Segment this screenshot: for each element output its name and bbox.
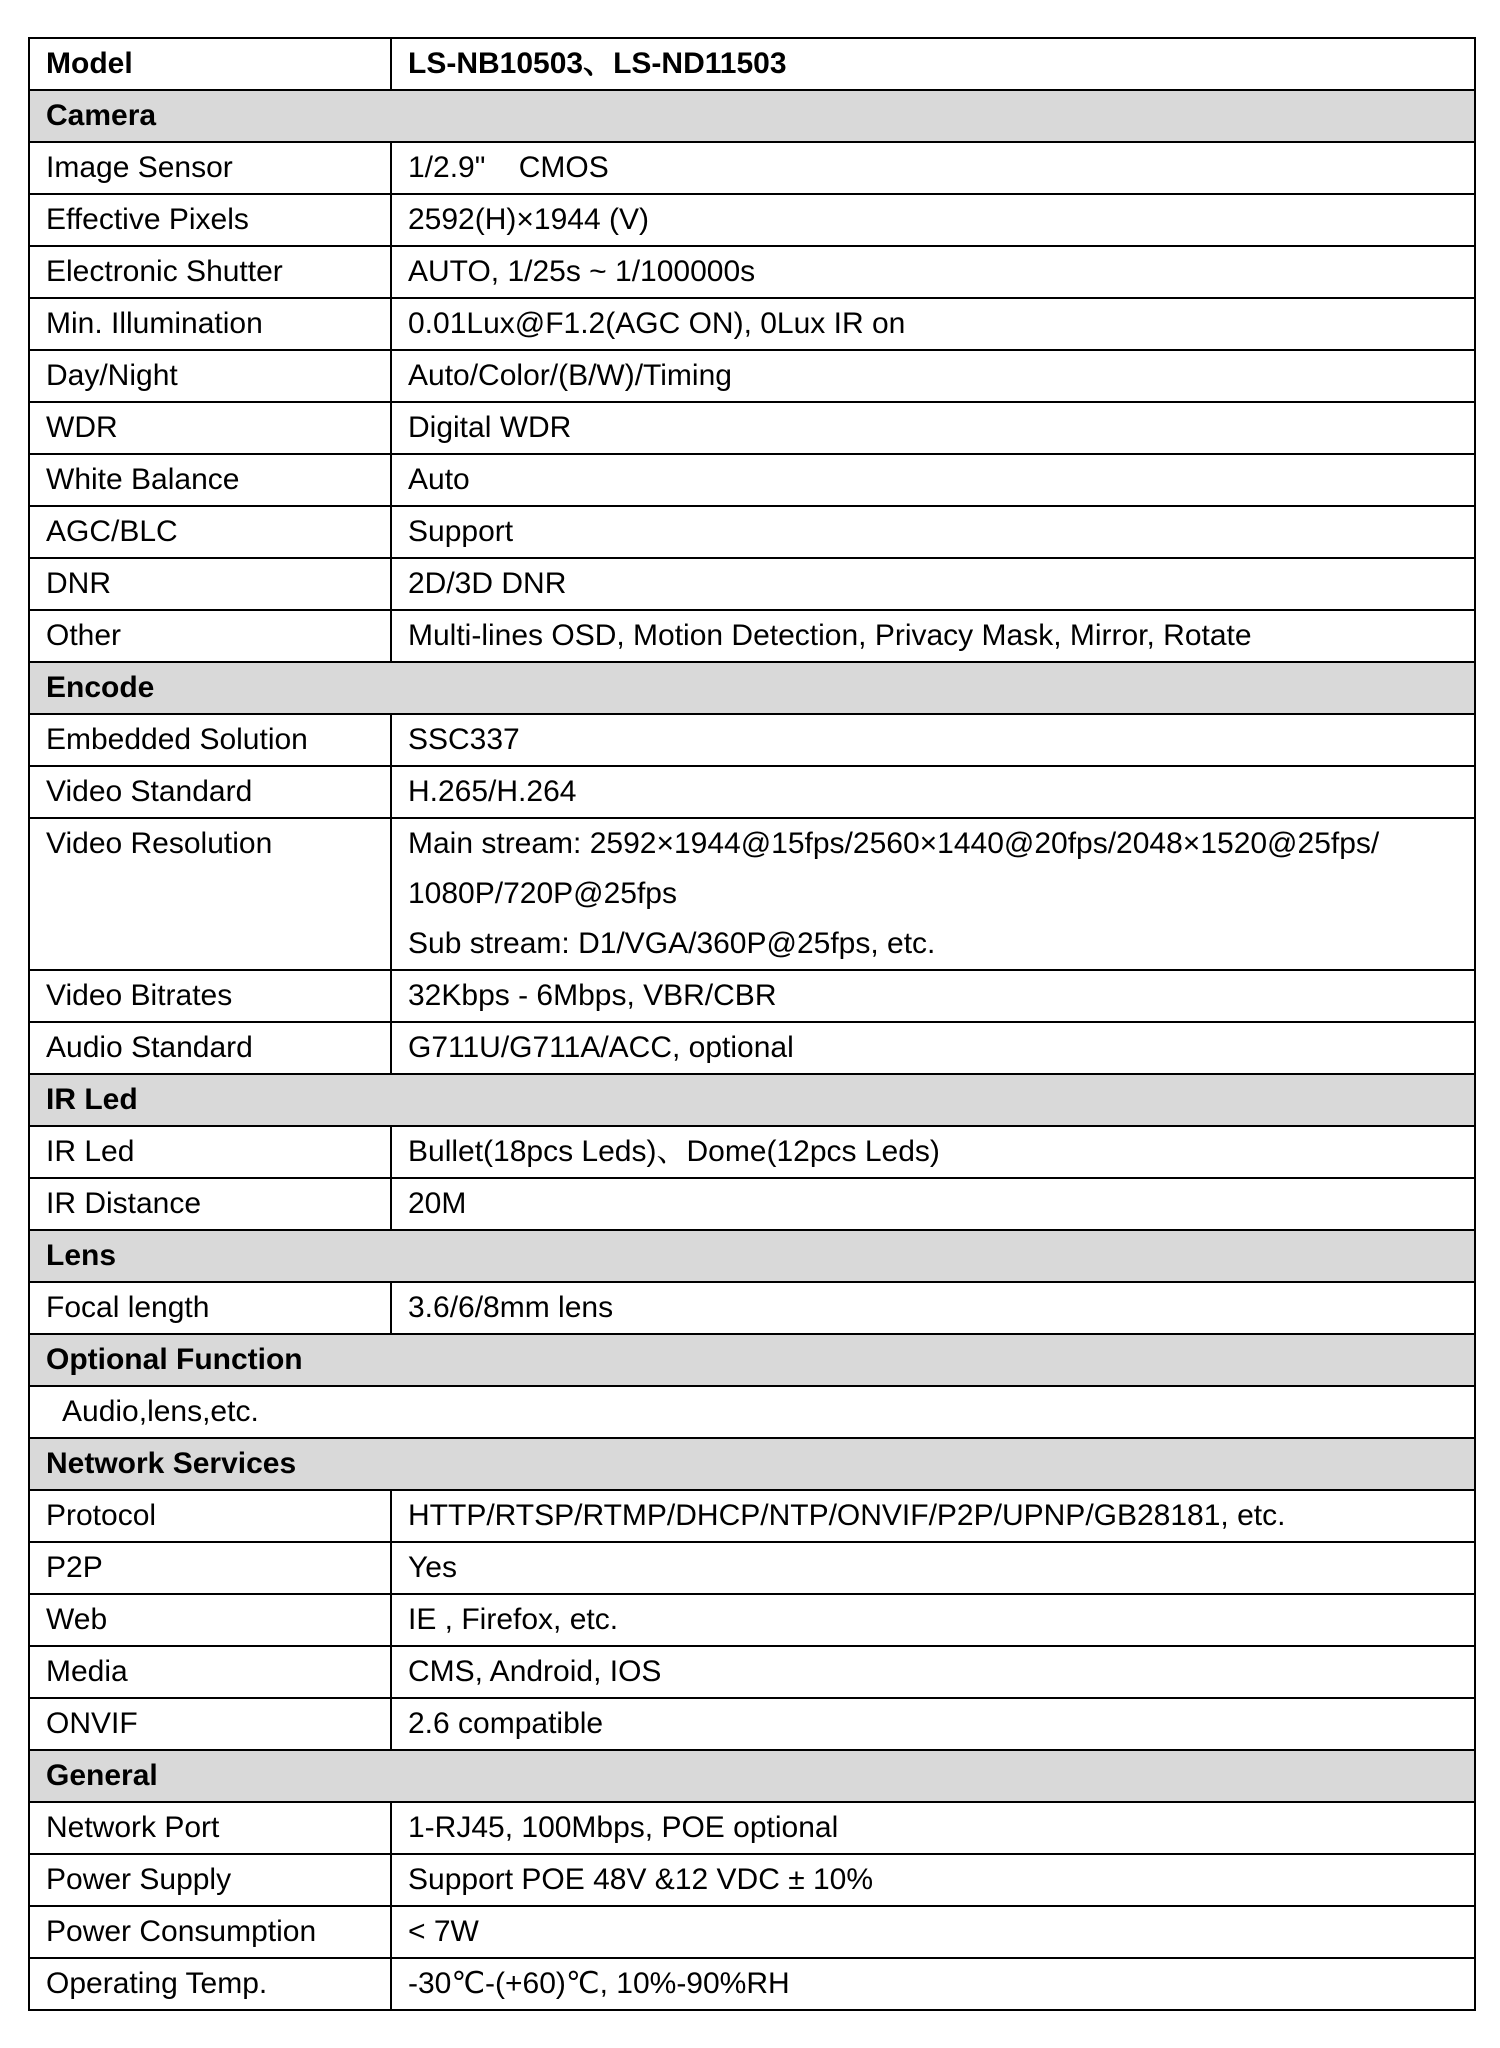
section-title: Encode [29, 662, 1475, 714]
spec-value: 2D/3D DNR [391, 558, 1475, 610]
spec-row [29, 1906, 1475, 1958]
spec-label: Power Supply [29, 1854, 391, 1906]
spec-label: Audio Standard [29, 1022, 391, 1074]
spec-value: Auto [391, 454, 1475, 506]
spec-label: Image Sensor [29, 142, 391, 194]
spec-row [29, 818, 1475, 970]
spec-row [29, 1646, 1475, 1698]
spec-value-line: Main stream: 2592×1944@15fps/2560×1440@20fps/2048×1520@25fps/ [408, 827, 1380, 860]
spec-row [29, 402, 1475, 454]
spec-label: Electronic Shutter [29, 246, 391, 298]
section-general [29, 1750, 1475, 1802]
section-lens [29, 1230, 1475, 1282]
spec-value: 2592(H)×1944 (V) [391, 194, 1475, 246]
model-row [29, 38, 1475, 90]
spec-value: 32Kbps - 6Mbps, VBR/CBR [391, 970, 1475, 1022]
section-network-services [29, 1438, 1475, 1490]
spec-value: CMS, Android, IOS [391, 1646, 1475, 1698]
spec-value: Support POE 48V &12 VDC ± 10% [391, 1854, 1475, 1906]
section-encode [29, 662, 1475, 714]
spec-label: Embedded Solution [29, 714, 391, 766]
spec-value: HTTP/RTSP/RTMP/DHCP/NTP/ONVIF/P2P/UPNP/GB28181, etc. [391, 1490, 1475, 1542]
section-title: Camera [29, 90, 1475, 142]
spec-row [29, 1854, 1475, 1906]
spec-row [29, 454, 1475, 506]
spec-label: IR Distance [29, 1178, 391, 1230]
spec-value: 2.6 compatible [391, 1698, 1475, 1750]
spec-value: 20M [391, 1178, 1475, 1230]
spec-value: 1/2.9" CMOS [391, 142, 1475, 194]
spec-row [29, 1178, 1475, 1230]
spec-label: Other [29, 610, 391, 662]
spec-label: Min. Illumination [29, 298, 391, 350]
spec-label: WDR [29, 402, 391, 454]
section-ir-led [29, 1074, 1475, 1126]
section-title: General [29, 1750, 1475, 1802]
spec-value: SSC337 [391, 714, 1475, 766]
section-camera [29, 90, 1475, 142]
spec-value: < 7W [391, 1906, 1475, 1958]
spec-label: Video Bitrates [29, 970, 391, 1022]
spec-value: 1-RJ45, 100Mbps, POE optional [391, 1802, 1475, 1854]
spec-value: G711U/G711A/ACC, optional [391, 1022, 1475, 1074]
section-title: IR Led [29, 1074, 1475, 1126]
section-title: Lens [29, 1230, 1475, 1282]
spec-label: White Balance [29, 454, 391, 506]
spec-row [29, 1022, 1475, 1074]
spec-label: Focal length [29, 1282, 391, 1334]
spec-value: Bullet(18pcs Leds)、Dome(12pcs Leds) [391, 1126, 1475, 1178]
spec-value: 3.6/6/8mm lens [391, 1282, 1475, 1334]
spec-value: Support [391, 506, 1475, 558]
spec-row [29, 506, 1475, 558]
spec-label: AGC/BLC [29, 506, 391, 558]
spec-value-multiline [391, 818, 1475, 970]
optional-function-row [29, 1386, 1475, 1438]
spec-row [29, 714, 1475, 766]
spec-label: Effective Pixels [29, 194, 391, 246]
spec-label: P2P [29, 1542, 391, 1594]
spec-value: Digital WDR [391, 402, 1475, 454]
spec-value: 0.01Lux@F1.2(AGC ON), 0Lux IR on [391, 298, 1475, 350]
spec-row [29, 558, 1475, 610]
section-title: Network Services [29, 1438, 1475, 1490]
spec-row [29, 1282, 1475, 1334]
spec-value: AUTO, 1/25s ~ 1/100000s [391, 246, 1475, 298]
spec-row [29, 1698, 1475, 1750]
spec-label: ONVIF [29, 1698, 391, 1750]
spec-label: Power Consumption [29, 1906, 391, 1958]
spec-table [28, 37, 1476, 2011]
spec-row [29, 142, 1475, 194]
spec-label: DNR [29, 558, 391, 610]
spec-label: Web [29, 1594, 391, 1646]
spec-value: H.265/H.264 [391, 766, 1475, 818]
spec-row [29, 350, 1475, 402]
spec-label: Video Resolution [29, 818, 391, 970]
spec-value: Auto/Color/(B/W)/Timing [391, 350, 1475, 402]
spec-row [29, 1594, 1475, 1646]
spec-row [29, 610, 1475, 662]
spec-value: -30℃-(+60)℃, 10%-90%RH [391, 1958, 1475, 2010]
spec-row [29, 1542, 1475, 1594]
optional-function-text: Audio,lens,etc. [29, 1386, 1475, 1438]
spec-row [29, 298, 1475, 350]
spec-label: IR Led [29, 1126, 391, 1178]
spec-row [29, 970, 1475, 1022]
spec-row [29, 194, 1475, 246]
spec-row [29, 1126, 1475, 1178]
model-value: LS-NB10503、LS-ND11503 [391, 38, 1475, 90]
spec-row [29, 1490, 1475, 1542]
spec-row [29, 246, 1475, 298]
spec-label: Network Port [29, 1802, 391, 1854]
spec-value: IE , Firefox, etc. [391, 1594, 1475, 1646]
spec-row [29, 1958, 1475, 2010]
spec-label: Operating Temp. [29, 1958, 391, 2010]
section-optional-function [29, 1334, 1475, 1386]
spec-row [29, 1802, 1475, 1854]
model-label: Model [29, 38, 391, 90]
spec-label: Media [29, 1646, 391, 1698]
spec-value-line: Sub stream: D1/VGA/360P@25fps, etc. [408, 927, 936, 960]
spec-row [29, 766, 1475, 818]
spec-label: Video Standard [29, 766, 391, 818]
spec-label: Day/Night [29, 350, 391, 402]
spec-value: Yes [391, 1542, 1475, 1594]
spec-value-line: 1080P/720P@25fps [408, 877, 677, 910]
spec-value: Multi-lines OSD, Motion Detection, Privacy Mask, Mirror, Rotate [391, 610, 1475, 662]
spec-label: Protocol [29, 1490, 391, 1542]
section-title: Optional Function [29, 1334, 1475, 1386]
